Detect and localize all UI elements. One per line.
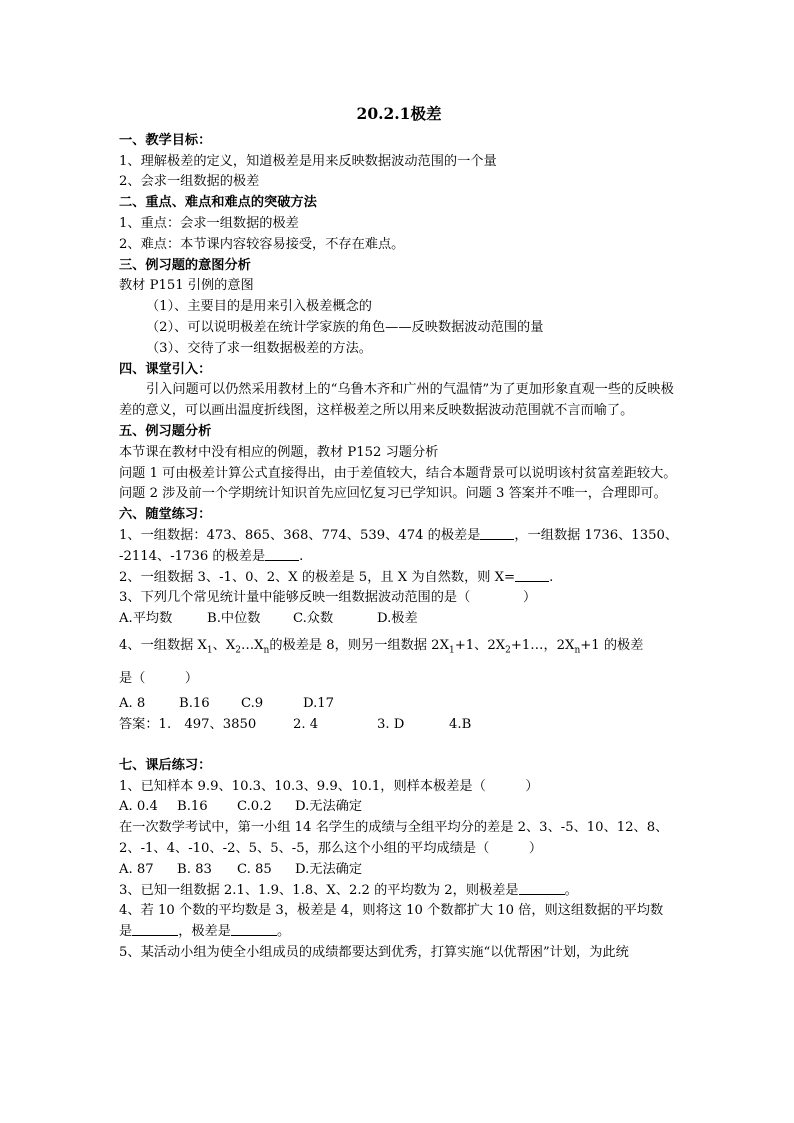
example-intent-intro: 教材 P151 引例的意图 (119, 278, 254, 294)
homework-question-1-options (119, 797, 679, 818)
question-text: 、X (212, 637, 236, 653)
answer: 2. 4 (293, 716, 319, 732)
page-title: 20.2.1极差 (356, 104, 442, 123)
option: A. 8 (119, 696, 146, 712)
subscript: 1 (448, 645, 455, 656)
practice-question-3: 3、下列几个常见统计量中能够反映一组数据波动范围的是（ ） (119, 590, 537, 606)
subscript: 1 (206, 645, 213, 656)
subscript: 2 (235, 645, 241, 656)
question-text: ，一组数据 1736、1350、 (514, 527, 679, 543)
practice-question-3-options (119, 609, 679, 630)
option: B. 83 (177, 861, 212, 877)
subscript: n (263, 645, 270, 656)
answer-blank (265, 548, 299, 561)
section-heading-key-points: 二、重点、难点和难点的突破方法 (119, 195, 317, 211)
subscript: n (574, 645, 581, 656)
homework-question-4: 4、若 10 个数的平均数是 3，极差是 4，则将这 10 个数都扩大 10 倍，则这组数据的平均数 (119, 903, 664, 919)
option: B.16 (179, 696, 210, 712)
answer-blank (515, 569, 549, 582)
subscript: 2 (505, 645, 511, 656)
question-text: 。 (276, 924, 291, 940)
objective-item: 1、理解极差的定义，知道极差是用来反映数据波动范围的一个量 (119, 153, 497, 169)
section-heading-objectives: 一、教学目标： (119, 132, 212, 148)
objective-item: 2、会求一组数据的极差 (119, 174, 260, 190)
example-analysis-paragraph: 问题 1 可由极差计算公式直接得出，由于差值较大，结合本题背景可以说明该村贫富差距较大。问题 2 涉及前一个学期统计知识首先应回忆复习已学知识。问题 3 答案并不唯一，合理即可。 (119, 465, 677, 502)
question-text: …X (240, 637, 264, 653)
question-text: +1、2X (454, 637, 506, 653)
practice-question-1-cont (119, 547, 679, 568)
question-text: ，极差是 (178, 924, 231, 940)
question-text: 1、一组数据：473、865、368、774、539、474 的极差是 (119, 527, 481, 543)
question-text: +1…，2X (510, 637, 575, 653)
example-intent-item: （1）、主要目的是用来引入极差概念的 (146, 299, 372, 315)
homework-question-2: 在一次数学考试中，第一小组 14 名学生的成绩与全组平均分的差是 2、3、-5、10、12、8、2、-1、4、-10、-2、5、5、-5，那么这个小组的平均成绩是（ ） (119, 820, 669, 856)
option: D.无法确定 (295, 861, 363, 877)
homework-question-5: 5、某活动小组为使全小组成员的成绩都要达到优秀，打算实施“以优帮困”计划，为此统 (119, 944, 629, 960)
practice-question-4 (119, 636, 679, 661)
option: A. 87 (119, 861, 154, 877)
question-text: -2114、-1736 的极差是 (119, 548, 266, 564)
option: D.17 (303, 696, 335, 712)
question-text: +1 的极差 (580, 637, 644, 653)
option: B.16 (177, 799, 208, 815)
question-text: 是 (119, 924, 133, 940)
answer: 4.B (449, 716, 472, 732)
answer: 答案：1. 497、3850 (119, 716, 257, 732)
section-heading-example-intent: 三、例习题的意图分析 (119, 257, 251, 273)
option: C. 85 (237, 861, 272, 877)
option: D.极差 (377, 611, 418, 627)
homework-question-3 (119, 881, 679, 902)
option: B.中位数 (207, 611, 261, 627)
option: A.平均数 (119, 611, 173, 627)
section-heading-homework: 七、课后练习： (119, 757, 212, 773)
question-text: 2、一组数据 3、-1、0、2、X 的极差是 5，且 X 为自然数，则 X= (119, 569, 516, 585)
homework-question-2-options (119, 860, 679, 881)
question-text: 。 (564, 882, 578, 898)
homework-question-4-cont (119, 922, 679, 943)
section-heading-example-analysis: 五、例习题分析 (119, 423, 212, 439)
option: C.众数 (293, 611, 334, 627)
question-text: 4、一组数据 X (119, 637, 207, 653)
question-text: 的极差是 8，则另一组数据 2X (269, 637, 449, 653)
question-text: . (549, 569, 554, 585)
example-analysis-intro: 本节课在教材中没有相应的例题，教材 P152 习题分析 (119, 444, 439, 460)
example-intent-item: （3）、交待了求一组数据极差的方法。 (146, 340, 372, 356)
practice-question-1 (119, 526, 679, 547)
practice-question-2 (119, 568, 679, 589)
key-point-item: 1、重点：会求一组数据的极差 (119, 215, 299, 231)
spacer (119, 736, 679, 756)
practice-question-4-cont: 是（ ） (119, 671, 199, 687)
document-page (119, 104, 679, 964)
example-intent-item: （2）、可以说明极差在统计学家族的角色——反映数据波动范围的量 (146, 319, 544, 335)
question-text: . (299, 548, 304, 564)
section-heading-introduction: 四、课堂引入： (119, 361, 212, 377)
section-heading-practice: 六、随堂练习： (119, 507, 212, 523)
option: C.0.2 (237, 799, 272, 815)
option: D.无法确定 (295, 799, 363, 815)
key-point-item: 2、难点：本节课内容较容易接受，不存在难点。 (119, 236, 405, 252)
answer: 3. D (377, 716, 405, 732)
question-text: 3、已知一组数据 2.1、1.9、1.8、X、2.2 的平均数为 2，则极差是 (119, 882, 519, 898)
answer-blank (132, 923, 178, 936)
practice-answers (119, 715, 679, 736)
answer-blank (519, 882, 565, 895)
answer-blank (231, 923, 277, 936)
answer-blank (480, 527, 514, 540)
option: A. 0.4 (119, 799, 158, 815)
option: C.9 (241, 696, 264, 712)
homework-question-1: 1、已知样本 9.9、10.3、10.3、9.9、10.1，则样本极差是（ ） (119, 778, 539, 794)
practice-question-4-options (119, 694, 679, 715)
introduction-paragraph: 引入问题可以仍然采用教材上的“乌鲁木齐和广州的气温情”为了更加形象直观一些的反映极差的意义，可以画出温度折线图，这样极差之所以用来反映数据波动范围就不言而喻了。 (119, 382, 674, 419)
